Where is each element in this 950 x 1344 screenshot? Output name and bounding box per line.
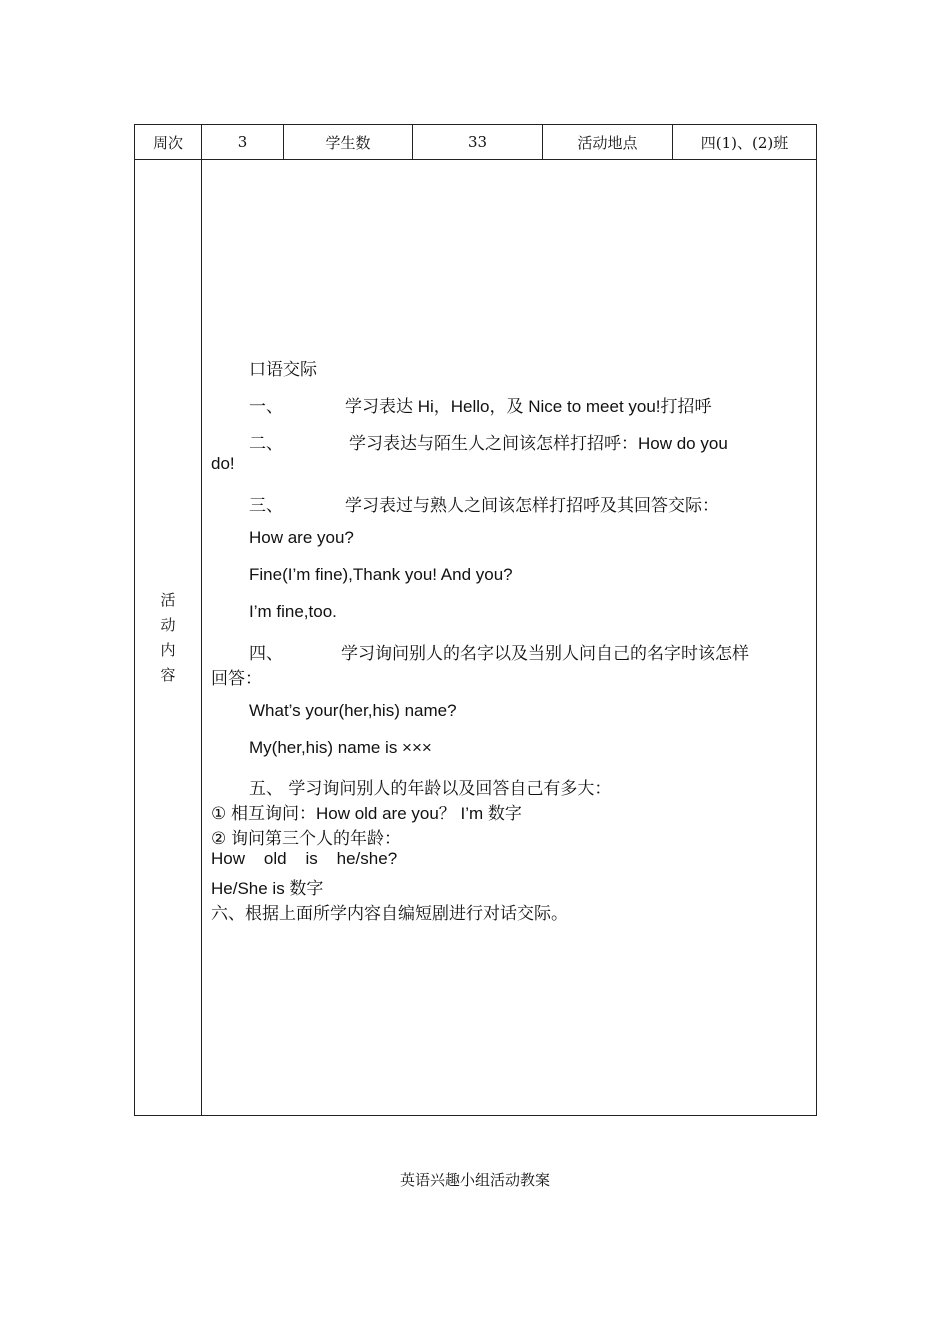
header-row bbox=[135, 125, 817, 160]
item-5-sub-3: How old is he/she? bbox=[211, 849, 398, 868]
label-char: 动 bbox=[160, 615, 176, 634]
item-4-text: 学习询问别人的名字以及当别人问自己的名字时该怎样 bbox=[341, 644, 749, 664]
item-4 bbox=[211, 639, 807, 664]
dialog-line-3: I’m fine,too. bbox=[249, 602, 337, 621]
item-2-number: 二、 bbox=[249, 434, 283, 454]
page-footer: 英语兴趣小组活动教案 bbox=[399, 1171, 550, 1189]
item-1-number: 一、 bbox=[249, 397, 283, 417]
activity-content-cell bbox=[202, 160, 817, 1116]
label-char: 内 bbox=[160, 640, 176, 659]
item-4-number: 四、 bbox=[249, 644, 283, 664]
item-4-continued: 回答： bbox=[211, 669, 262, 689]
dialog-line-2: Fine(I’m fine),Thank you! And you? bbox=[249, 565, 513, 584]
students-value: 33 bbox=[413, 125, 543, 160]
dialog-line-4: What’s your(her,his) name? bbox=[249, 701, 457, 720]
dialog-line-5: My(her,his) name is ××× bbox=[249, 738, 432, 757]
label-char: 容 bbox=[160, 665, 176, 684]
activity-table bbox=[134, 124, 817, 1116]
students-label: 学生数 bbox=[284, 125, 413, 160]
item-5-sub-1: ① 相互询问：How old are you？ I’m 数字 bbox=[211, 804, 522, 823]
label-char: 活 bbox=[160, 590, 176, 609]
activity-content-label bbox=[135, 160, 202, 1116]
item-2 bbox=[211, 429, 807, 454]
item-1-text: 学习表达 Hi，Hello，及 Nice to meet you!打招呼 bbox=[345, 397, 712, 416]
location-value: 四(1)、(2)班 bbox=[673, 125, 817, 160]
content-row bbox=[135, 160, 817, 1116]
item-3-text: 学习表过与熟人之间该怎样打招呼及其回答交际： bbox=[345, 496, 719, 515]
item-3-number: 三、 bbox=[249, 496, 283, 516]
item-3 bbox=[211, 491, 807, 516]
item-5-sub-2: ② 询问第三个人的年龄： bbox=[211, 829, 401, 848]
week-value: 3 bbox=[202, 125, 284, 160]
item-5-sub-4: He/She is 数字 bbox=[211, 879, 324, 898]
item-1 bbox=[211, 392, 807, 417]
content-title: 口语交际 bbox=[249, 360, 317, 380]
item-5: 五、 学习询问别人的年龄以及回答自己有多大： bbox=[249, 779, 612, 799]
location-label: 活动地点 bbox=[543, 125, 673, 160]
week-label: 周次 bbox=[135, 125, 202, 160]
item-2-text: 学习表达与陌生人之间该怎样打招呼：How do you bbox=[349, 434, 728, 453]
item-2-continued: do! bbox=[211, 454, 235, 473]
dialog-line-1: How are you? bbox=[249, 528, 354, 547]
item-6: 六、根据上面所学内容自编短剧进行对话交际。 bbox=[211, 904, 568, 924]
